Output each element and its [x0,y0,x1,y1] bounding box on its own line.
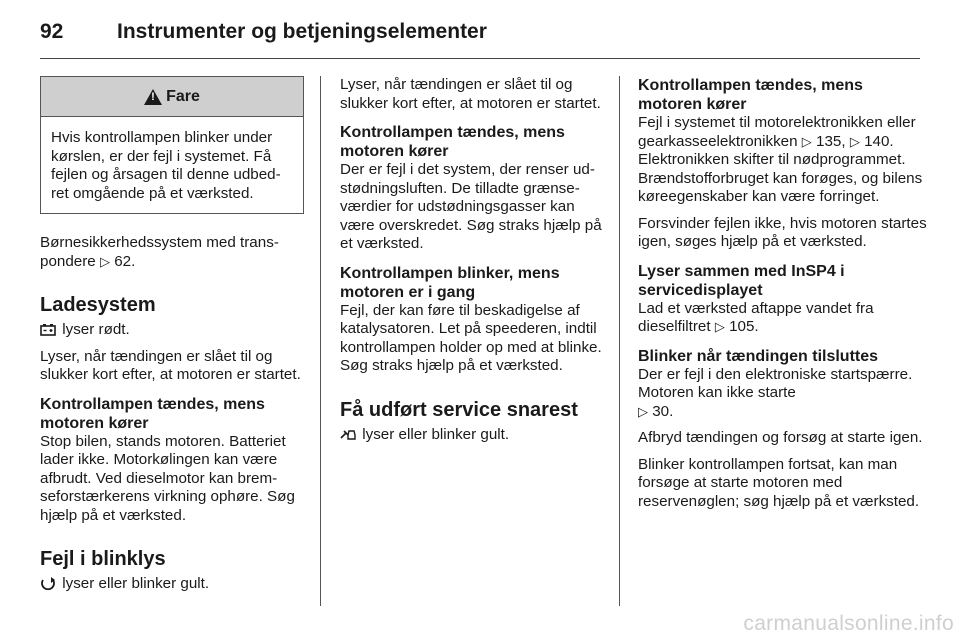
engine-lamp-subheading-2: Kontrollampen blinker, mens motoren er i gang [340,264,560,301]
engine-lamp-subheading-1: Kontrollampen tændes, mens motoren kører [340,124,565,160]
charging-heading: Ladesystem [40,294,156,316]
watermark: carmanualsonline.info [743,612,954,635]
ignition-blink-heading: Blinker når tændingen tilsluttes [638,347,879,365]
turn-signal-lamp-line: lyser eller blinker gult. [40,575,304,594]
column-1 [40,76,304,602]
page-header [40,14,920,60]
reference-arrow-icon: ▷ [849,133,860,149]
column-2 [340,76,604,452]
engine-lamp-paragraph-3: Fejl, der kan føre til beskadigelse af katalysatoren. Let på speederen, indtil kontrollampen holder op med at blinke. Søg straks hjælp på et værksted. [340,301,602,374]
charging-paragraph-2: Stop bilen, stands motoren. Batteriet lader ikke. Motorkølingen kan være afbrudt. Ved dieselmotor kan bremseforstærkerens virkning ophøre. Søg hjælp på et værksted. [40,432,295,524]
battery-icon [40,323,56,336]
turn-signal-icon [40,577,56,590]
restart-paragraph: Afbryd tændingen og forsøg at starte igen. [638,429,923,446]
charging-subheading: Kontrollampen tændes, mens motoren kører [40,395,265,432]
warning-header [41,77,303,117]
spare-key-paragraph: Blinker kontrollampen fortsat, kan man forsøge at starte motoren med reservenøglen; søg hjælp på et værksted. [638,455,920,510]
warning-box [40,76,304,214]
reference-arrow-icon: ▷ [99,253,110,269]
page-title: Instrumenter og betjeningselementer [117,20,487,43]
page-ref-140[interactable]: 140. [864,132,894,150]
engine-electronics-paragraph-2: Forsvinder fejlen ikke, hvis motoren startes igen, søges hjælp på et værksted. [638,214,927,250]
child-system-paragraph: Børnesikkerhedssystem med transpondere ▷ 62. [40,234,279,270]
page-number: 92 [40,20,64,43]
warning-text: Hvis kontrollampen blinker under kørslen, er der fejl i systemet. Få fejlen og årsagen til denne udbedret omgående på et værksted. [51,129,281,202]
page-ref-105[interactable]: 105. [729,318,759,335]
charging-paragraph-1: Lyser, når tændingen er slået til og slukker kort efter, at motoren er startet. [40,347,301,383]
engine-lamp-paragraph-1: Lyser, når tændingen er slået til og slukker kort efter, at motoren er startet. [340,76,601,112]
column-3 [638,76,928,519]
column-divider-2 [619,76,620,606]
insp4-paragraph: Lad et værksted aftappe vandet fra dieselfiltret ▷ 105. [638,299,874,335]
wrench-car-icon [340,428,356,441]
insp4-heading: Lyser sammen med InSP4 i servicedisplayet [638,262,845,299]
reference-arrow-icon: ▷ [714,319,725,334]
engine-lamp-paragraph-2: Der er fejl i det system, der renser udstødningsluften. De tilladte grænseværdier for udstødningsgasser kan være overskredet. Søg straks hjælp på et værksted. [340,161,602,252]
reference-arrow-icon: ▷ [801,133,812,149]
child-system-page-ref[interactable]: 62. [114,252,136,270]
turn-signal-fault-heading: Fejl i blinklys [40,548,166,570]
service-lamp-line: lyser eller blinker gult. [340,426,604,445]
column-divider-1 [320,76,321,606]
charging-lamp-line: lyser rødt. [40,321,304,340]
service-heading: Få udført service snarest [340,398,578,421]
engine-electronics-paragraph: Fejl i systemet til motorelektronikken eller gearkasseelektronikken ▷ 135, ▷ 140. Elektronikken skifter til nødprogrammet. Brændstofforbruget kan forøges, og bilens køreegenskaber kan være forringet. [638,114,923,205]
warning-triangle-icon [144,89,162,105]
warning-body [41,117,303,213]
page-ref-30[interactable]: 30. [652,402,674,420]
immobilizer-paragraph: Der er fejl i den elektroniske startspærre. Motoren kan ikke starte ▷ 30. [638,365,913,420]
page-ref-135[interactable]: 135, [816,132,846,150]
header-divider [40,58,920,59]
warning-title: Fare [166,87,200,105]
engine-electronics-heading: Kontrollampen tændes, mens motoren kører [638,77,863,113]
reference-arrow-icon: ▷ [638,403,648,419]
